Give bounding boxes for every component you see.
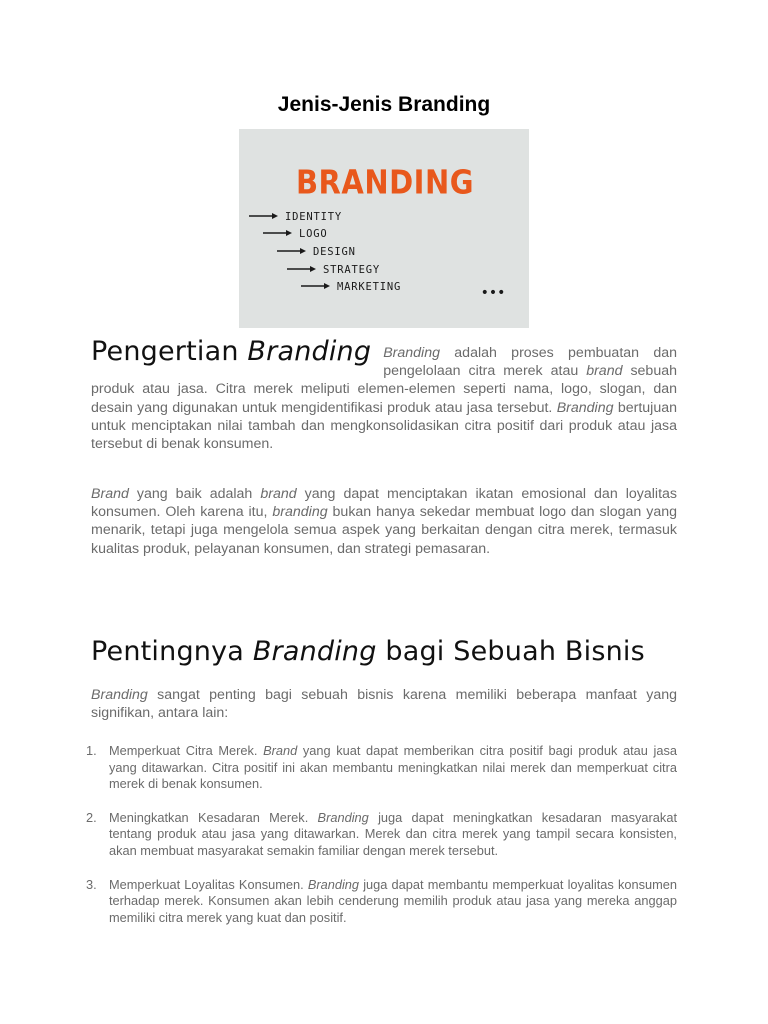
section-heading-importance: [91, 634, 645, 670]
body-text: juga dapat membantu memperkuat loyalitas konsumen terhadap merek. Konsumen akan lebih cenderung memilih produk atau jasa yang mereka anggap memiliki citra merek yang kuat dan positif.: [109, 876, 678, 925]
arrowhead-icon: [310, 266, 316, 272]
emphasis-text: Branding: [556, 399, 614, 416]
list-number: 1.: [86, 743, 97, 758]
heading-emphasis: Branding: [247, 336, 372, 367]
heading-text: Pengertian: [91, 336, 248, 367]
emphasis-text: Branding: [317, 809, 369, 825]
arrowhead-icon: [272, 213, 278, 219]
body-text: yang baik adalah: [128, 486, 261, 502]
body-text: sangat penting bagi sebuah bisnis karena memiliki beberapa manfaat yang signifikan, antara lain:: [91, 687, 677, 722]
heading-text: Pentingnya: [91, 636, 253, 667]
hero-item-list: [249, 211, 401, 293]
benefit-list-item: [86, 809, 677, 860]
section-heading-definition: [91, 337, 371, 367]
emphasis-text: brand: [260, 486, 297, 502]
branding-diagram-svg: [239, 129, 529, 328]
list-number: 2.: [86, 809, 97, 825]
arrowhead-icon: [300, 248, 306, 254]
heading-text: bagi Sebuah Bisnis: [376, 636, 645, 667]
body-text: Memperkuat Citra Merek.: [109, 743, 264, 758]
brand-paragraph: [91, 485, 677, 558]
body-text: juga dapat meningkatkan kesadaran masyarakat tentang produk atau jasa yang ditawarkan. Merek dan citra merek yang tampil secara konsisten, akan membuat masyarakat semakin familiar dengan merek tersebut.: [109, 809, 677, 858]
body-text: yang dapat menciptakan ikatan emosional dan loyalitas konsumen. Oleh karena itu,: [91, 486, 677, 521]
arrowhead-icon: [286, 230, 292, 236]
emphasis-text: branding: [272, 504, 328, 521]
emphasis-text: Brand: [91, 486, 129, 502]
arrowhead-icon: [324, 283, 330, 289]
body-text: bukan hanya sekedar membuat logo dan slogan yang menarik, tetapi juga mengelola semua aspek yang berkaitan dengan citra merek, termasuk kualitas produk, pelayanan konsumen, dan strategi pemasaran.: [91, 504, 677, 557]
page-title: Jenis-Jenis Branding: [277, 93, 491, 116]
emphasis-text: Branding: [307, 876, 360, 892]
emphasis-text: Brand: [263, 743, 298, 758]
body-text: adalah proses pembuatan dan pengelolaan citra merek atau: [383, 345, 677, 380]
body-text: sebuah produk atau jasa. Citra merek meliputi elemen-elemen seperti nama, logo, slogan, dan desain yang digunakan untuk mengidentifikasi produk atau jasa tersebut.: [91, 363, 677, 416]
intro-paragraph: [91, 686, 677, 722]
benefit-list-item: [86, 876, 678, 927]
hero-item-label: LOGO: [299, 228, 328, 240]
hero-heading: BRANDING: [295, 163, 475, 203]
body-text: Meningkatkan Kesadaran Merek.: [109, 809, 318, 825]
paragraph-text: [91, 687, 677, 721]
branding-illustration: [239, 129, 529, 328]
hero-item-label: STRATEGY: [323, 264, 380, 276]
hero-item-label: DESIGN: [313, 246, 356, 258]
body-text: Memperkuat Loyalitas Konsumen.: [109, 876, 308, 892]
benefit-list: [86, 743, 678, 943]
emphasis-text: Branding: [383, 345, 440, 361]
body-text: yang kuat dapat memberikan citra positif bagi produk atau jasa yang ditawarkan. Citra positif ini akan membantu meningkatkan nilai merek dan memperkuat citra merek di benak konsumen.: [109, 743, 677, 792]
emphasis-text: brand: [586, 363, 623, 380]
list-number: 3.: [86, 876, 97, 892]
paragraph-text: [91, 486, 677, 557]
emphasis-text: Branding: [91, 687, 148, 703]
hero-item-label: MARKETING: [337, 281, 402, 293]
heading-emphasis: Branding: [252, 636, 377, 667]
body-text: bertujuan untuk menciptakan nilai tambah dan mengkonsolidasikan citra positif dari produk atau jasa tersebut di benak konsumen.: [91, 399, 677, 453]
ellipsis-icon: •••: [480, 285, 506, 301]
definition-paragraph: [91, 336, 677, 453]
benefit-list-item: [86, 743, 677, 793]
hero-item-label: IDENTITY: [285, 211, 342, 223]
